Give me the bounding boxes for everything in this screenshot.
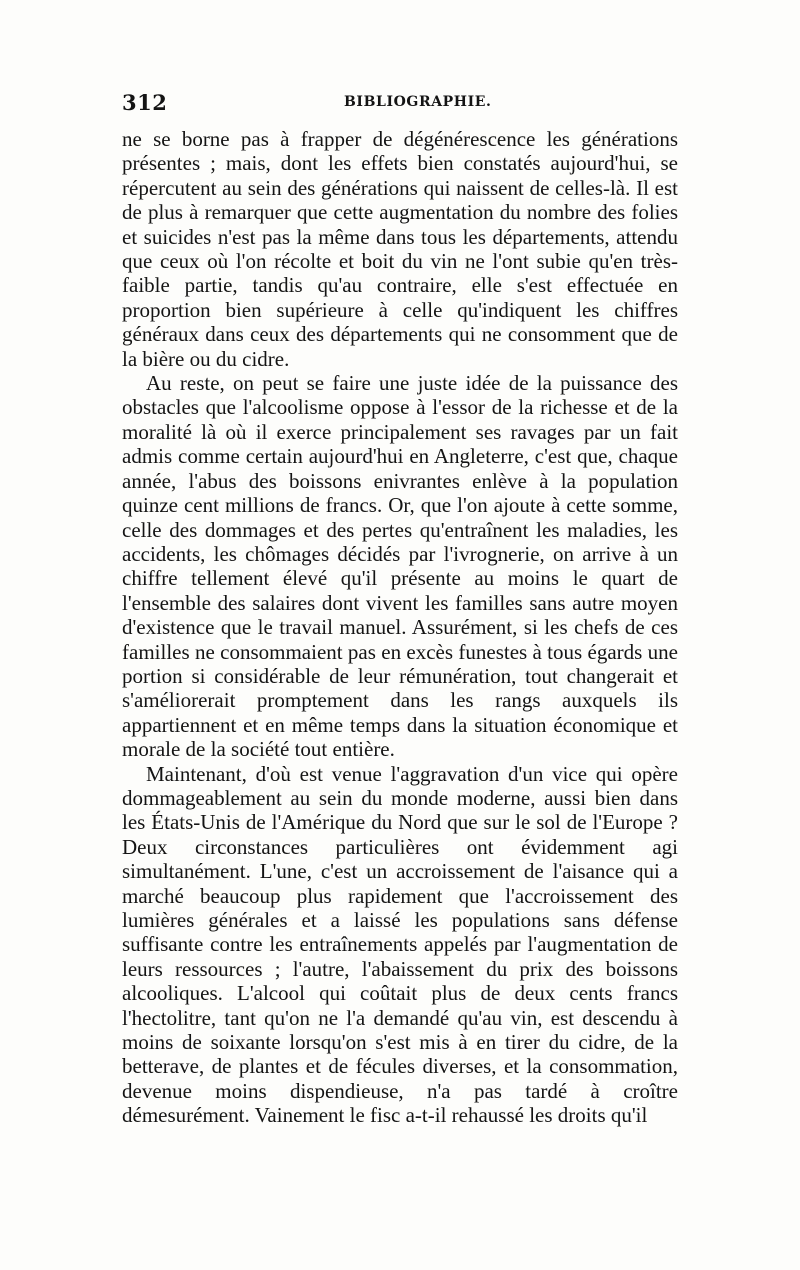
paragraph: Maintenant, d'où est venue l'aggravation d'un vice qui opère dommageablement au sein du monde moderne, aussi bien dans les États-Unis de l'Amérique du Nord que sur le sol de l'Europe ? Deux circonstances particulières ont évidemment agi simultanément. L'une, c'est un accroissement de l'aisance qui a marché beaucoup plus rapidement que l'accroissement des lumières générales et a laissé les populations sans défense suffisante contre les entraînements appelés par l'augmentation de leurs ressources ; l'autre, l'abaissement du prix des boissons alcooliques. L'alcool qui coûtait plus de deux cents francs l'hectolitre, tant qu'on ne l'a demandé qu'au vin, est descendu à moins de soixante lorsqu'on s'est mis à en tirer du cidre, de la betterave, de plantes et de fécules diverses, et la consommation, devenue moins dispendieuse, n'a pas tardé à croître démesurément. Vainement le fisc a-t-il rehaussé les droits qu'il bbox=[122, 761, 678, 1128]
running-title: BIBLIOGRAPHIE. bbox=[344, 94, 492, 110]
body-text bbox=[122, 127, 678, 1128]
page-number: 312 bbox=[122, 90, 168, 115]
paragraph: ne se borne pas à frapper de dégénérescence les générations présentes ; mais, dont les effets bien constatés aujourd'hui, se répercutent au sein des générations qui naissent de celles-là. Il est de plus à remarquer que cette augmentation du nombre des folies et suicides n'est pas la même dans tous les départements, attendu que ceux où l'on récolte et boit du vin ne l'ont subie qu'en très-faible partie, tandis qu'au contraire, elle s'est effectuée en proportion bien supérieure à celle qu'indiquent les chiffres généraux dans ceux des départements qui ne consomment que de la bière ou du cidre. bbox=[122, 127, 678, 371]
paragraph: Au reste, on peut se faire une juste idée de la puissance des obstacles que l'alcoolisme oppose à l'essor de la richesse et de la moralité là où il exerce principalement ses ravages par un fait admis comme certain aujourd'hui en Angleterre, c'est que, chaque année, l'abus des boissons enivrantes enlève à la population quinze cent millions de francs. Or, que l'on ajoute à cette somme, celle des dommages et des pertes qu'entraînent les maladies, les accidents, les chômages décidés par l'ivrognerie, on arrive à un chiffre tellement élevé qu'il présente au moins le quart de l'ensemble des salaires dont vivent les familles sans autre moyen d'existence que le travail manuel. Assurément, si les chefs de ces familles ne consommaient pas en excès funestes à tous égards une portion si considérable de leur rémunération, tout changerait et s'améliorerait promptement dans les rangs auxquels ils appartiennent et en même temps dans la situation économique et morale de la société tout entière. bbox=[122, 371, 678, 762]
page-header bbox=[122, 90, 678, 118]
